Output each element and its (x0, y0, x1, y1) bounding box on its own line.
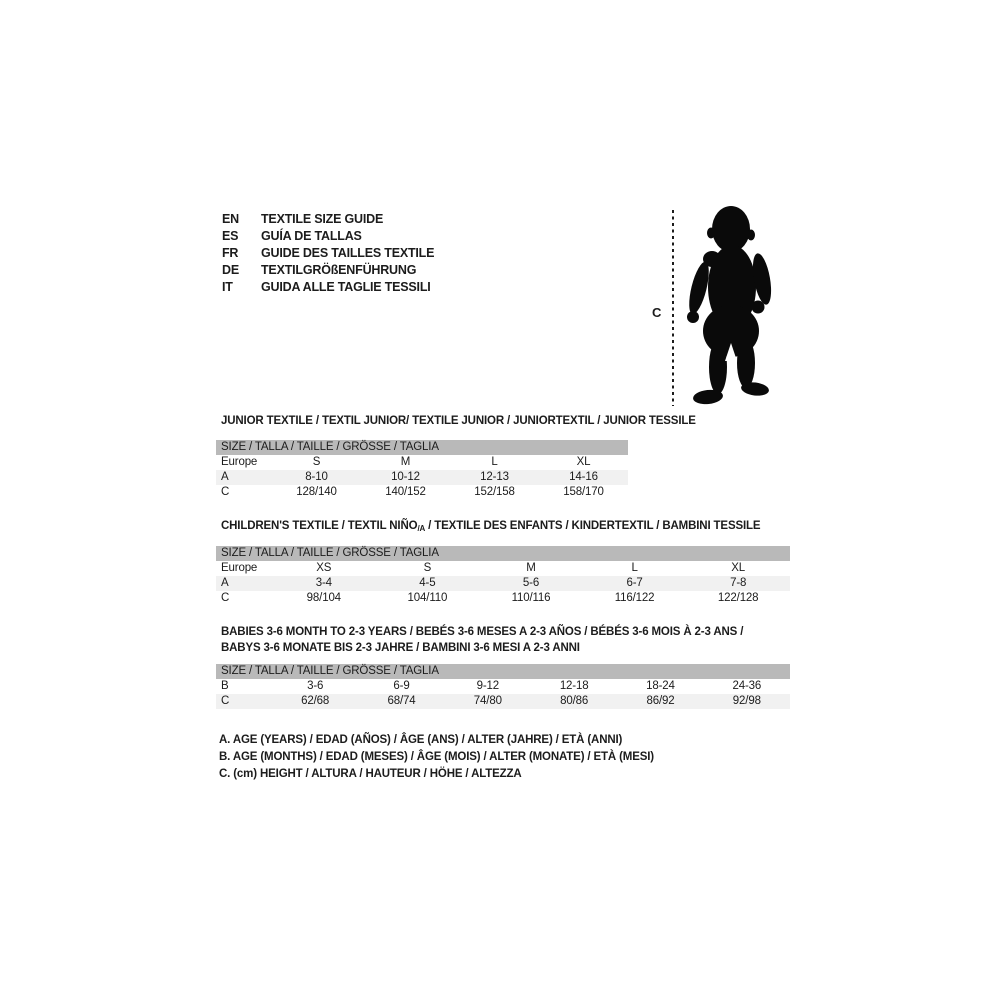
table-cell: 92/98 (732, 695, 761, 707)
table-cell: 6-9 (393, 680, 410, 692)
row-label: Europe (221, 562, 258, 574)
table-cell: S (312, 456, 321, 468)
table-cell: 8-10 (305, 471, 328, 483)
title-text: CHILDREN'S TEXTILE / TEXTIL NIÑO (221, 520, 418, 532)
table-row (216, 679, 790, 694)
table-cell: 18-24 (646, 680, 675, 692)
table-cell: 3-6 (307, 680, 324, 692)
table-cell: 116/122 (614, 592, 655, 604)
table-cell: 3-4 (315, 577, 332, 589)
table-row (216, 470, 628, 485)
babies-table-title (221, 624, 743, 656)
table-row (216, 485, 628, 500)
row-label: B (221, 680, 229, 692)
table-cell: 68/74 (387, 695, 416, 707)
legend-line-a: A. AGE (YEARS) / EDAD (AÑOS) / ÂGE (ANS) / ALTER (JAHRE) / ETÀ (ANNI) (219, 734, 623, 746)
title-subscript: /A (417, 524, 426, 533)
table-cell: 10-12 (391, 471, 420, 483)
guide-title: TEXTILGRÖßENFÜHRUNG (261, 263, 417, 277)
table-cell: 14-16 (569, 471, 598, 483)
table-cell: L (631, 562, 638, 574)
table-cell: 140/152 (385, 486, 426, 498)
table-cell: M (400, 456, 411, 468)
table-cell: L (491, 456, 498, 468)
table-cell: 152/158 (474, 486, 515, 498)
table-cell: 12-13 (480, 471, 509, 483)
table-row (216, 591, 790, 606)
row-label: A (221, 577, 229, 589)
children-size-table (216, 546, 790, 606)
size-header-bar: SIZE / TALLA / TAILLE / GRÖSSE / TAGLIA (216, 664, 790, 679)
table-cell: 12-18 (559, 680, 589, 692)
table-cell: 9-12 (476, 680, 500, 692)
list-item (222, 245, 434, 262)
row-label: C (221, 695, 230, 707)
table-cell: 104/110 (407, 592, 448, 604)
guide-title: GUIDA ALLE TAGLIE TESSILI (261, 280, 431, 294)
table-cell: XL (731, 562, 746, 574)
height-dashed-line (672, 210, 674, 406)
table-row (216, 576, 790, 591)
table-cell: S (423, 562, 432, 574)
row-label: C (221, 486, 230, 498)
language-code: IT (222, 280, 233, 294)
table-cell: 128/140 (296, 486, 337, 498)
table-cell: 80/86 (560, 695, 589, 707)
table-cell: XS (316, 562, 332, 574)
list-item (222, 211, 434, 228)
row-label: Europe (221, 456, 258, 468)
list-item (222, 228, 434, 245)
table-cell: 62/68 (301, 695, 330, 707)
language-code: FR (222, 246, 239, 260)
language-code: EN (222, 212, 239, 226)
measurement-legend (219, 732, 654, 783)
table-row (216, 455, 628, 470)
title-text: / TEXTILE DES ENFANTS / KINDERTEXTIL / BAMBINI TESSILE (425, 520, 761, 532)
junior-size-table (216, 440, 628, 500)
table-row (216, 694, 790, 709)
list-item (222, 262, 434, 279)
table-cell: 74/80 (473, 695, 502, 707)
language-code: ES (222, 229, 239, 243)
size-header-bar: SIZE / TALLA / TAILLE / GRÖSSE / TAGLIA (216, 440, 628, 455)
table-cell: XL (576, 456, 591, 468)
size-header-bar: SIZE / TALLA / TAILLE / GRÖSSE / TAGLIA (216, 546, 790, 561)
guide-title: GUIDE DES TAILLES TEXTILE (261, 246, 435, 260)
children-table-title (221, 520, 760, 533)
table-cell: 158/170 (563, 486, 604, 498)
table-cell: 122/128 (717, 592, 759, 604)
toddler-silhouette-icon (682, 199, 778, 411)
table-cell: 4-5 (419, 577, 436, 589)
babies-size-table (216, 664, 790, 709)
table-cell: 24-36 (732, 680, 762, 692)
table-cell: 7-8 (730, 577, 747, 589)
row-label: A (221, 471, 229, 483)
list-item (222, 279, 434, 296)
guide-title: GUÍA DE TALLAS (261, 229, 362, 243)
table-cell: 110/116 (511, 592, 551, 604)
table-cell: 86/92 (646, 695, 675, 707)
table-cell: 98/104 (306, 592, 341, 604)
table-cell: 5-6 (522, 577, 540, 589)
title-line: BABIES 3-6 MONTH TO 2-3 YEARS / BEBÉS 3-6 MESES A 2-3 AÑOS / BÉBÉS 3-6 MOIS À 2-3 ANS / (221, 626, 744, 638)
table-cell: M (526, 562, 536, 574)
guide-title: TEXTILE SIZE GUIDE (261, 212, 384, 226)
height-marker-label: C (652, 305, 662, 320)
title-line: BABYS 3-6 MONATE BIS 2-3 JAHRE / BAMBINI 3-6 MESI A 2-3 ANNI (221, 642, 580, 654)
legend-line-b: B. AGE (MONTHS) / EDAD (MESES) / ÂGE (MOIS) / ALTER (MONATE) / ETÀ (MESI) (219, 751, 654, 763)
table-row (216, 561, 790, 576)
language-guide-list (222, 211, 434, 296)
table-cell: 6-7 (626, 577, 643, 589)
legend-line-c: C. (cm) HEIGHT / ALTURA / HAUTEUR / HÖHE / ALTEZZA (219, 768, 522, 780)
row-label: C (221, 592, 230, 604)
junior-table-title: JUNIOR TEXTILE / TEXTIL JUNIOR/ TEXTILE JUNIOR / JUNIORTEXTIL / JUNIOR TESSILE (221, 415, 696, 427)
language-code: DE (222, 263, 239, 277)
